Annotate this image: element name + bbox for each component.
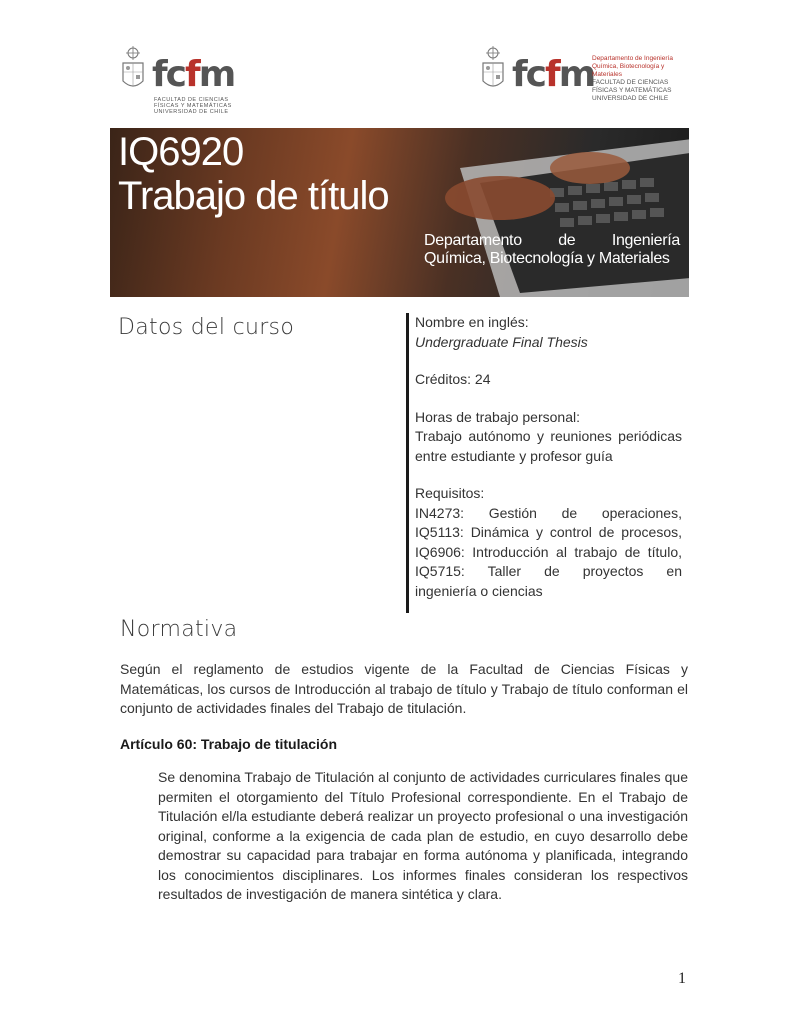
university-crest-icon xyxy=(478,45,508,95)
fcfm-logo-left xyxy=(118,45,235,115)
course-code: IQ6920 xyxy=(118,130,244,174)
english-name-value: Undergraduate Final Thesis xyxy=(415,333,588,350)
fcfm-wordmark: fcfm xyxy=(512,54,595,95)
banner-department: Departamento de Ingeniería Química, Biotecnología y Materiales xyxy=(424,232,680,267)
faculty-name: FACULTAD DE CIENCIAS FÍSICAS Y MATEMÁTICAS UNIVERSIDAD DE CHILE xyxy=(154,97,232,115)
english-name-label: Nombre en inglés: xyxy=(415,314,529,330)
section-title-datos: Datos del curso xyxy=(118,315,295,340)
requirement-line: ingeniería o ciencias xyxy=(415,582,543,599)
section-title-normativa: Normativa xyxy=(120,617,238,642)
requirement-line: IQ5113: Dinámica y control de procesos, xyxy=(415,524,682,540)
course-banner xyxy=(110,128,689,297)
hours-label: Horas de trabajo personal: xyxy=(415,408,580,425)
department-name: Departamento de Ingeniería Química, Biotecnología y Materiales FACULTAD DE CIENCIAS FÍSICAS Y MATEMÁTICAS UNIVERSIDAD DE CHILE xyxy=(592,55,673,102)
requirement-line: IQ5715: Taller de proyectos en xyxy=(415,563,682,579)
article-text: Se denomina Trabajo de Titulación al conjunto de actividades curriculares finales que permiten el otorgamiento del Título Profesional correspondiente. En el Trabajo de Titulación el/la estudiante deberá realizar un proyecto profesional o una investigación original, conforme a la exigencia de cada plan de estudio, en cuyo desarrollo debe demostrar su capacidad para trabajar en forma autónoma y planificada, integrando los conocimientos disciplinares. Los informes finales consideran los respectivos resultados de investigación de manera sintética y clara. xyxy=(158,769,688,902)
requirement-line: IN4273: Gestión de operaciones, xyxy=(415,504,682,521)
course-title: Trabajo de título xyxy=(118,174,389,218)
requirements-label: Requisitos: xyxy=(415,485,485,501)
course-info-box xyxy=(406,313,682,613)
page-number: 1 xyxy=(678,970,686,987)
fcfm-wordmark: fcfm xyxy=(152,54,235,95)
article-heading: Artículo 60: Trabajo de titulación xyxy=(120,736,338,752)
fcfm-logo-right xyxy=(478,45,673,102)
requirement-line: IQ6906: Introducción al trabajo de título, xyxy=(415,543,682,560)
credits: Créditos: 24 xyxy=(415,371,491,387)
normativa-paragraph: Según el reglamento de estudios vigente de la Facultad de Ciencias Físicas y Matemáticas, los cursos de Introducción al trabajo de título y Trabajo de título conforman el conjunto de actividades finales del Trabajo de titulación. xyxy=(120,661,688,716)
hours-value: Trabajo autónomo y reuniones periódicas entre estudiante y profesor guía xyxy=(415,428,682,464)
university-crest-icon xyxy=(118,45,148,95)
laptop-keyboard-icon xyxy=(440,128,689,297)
